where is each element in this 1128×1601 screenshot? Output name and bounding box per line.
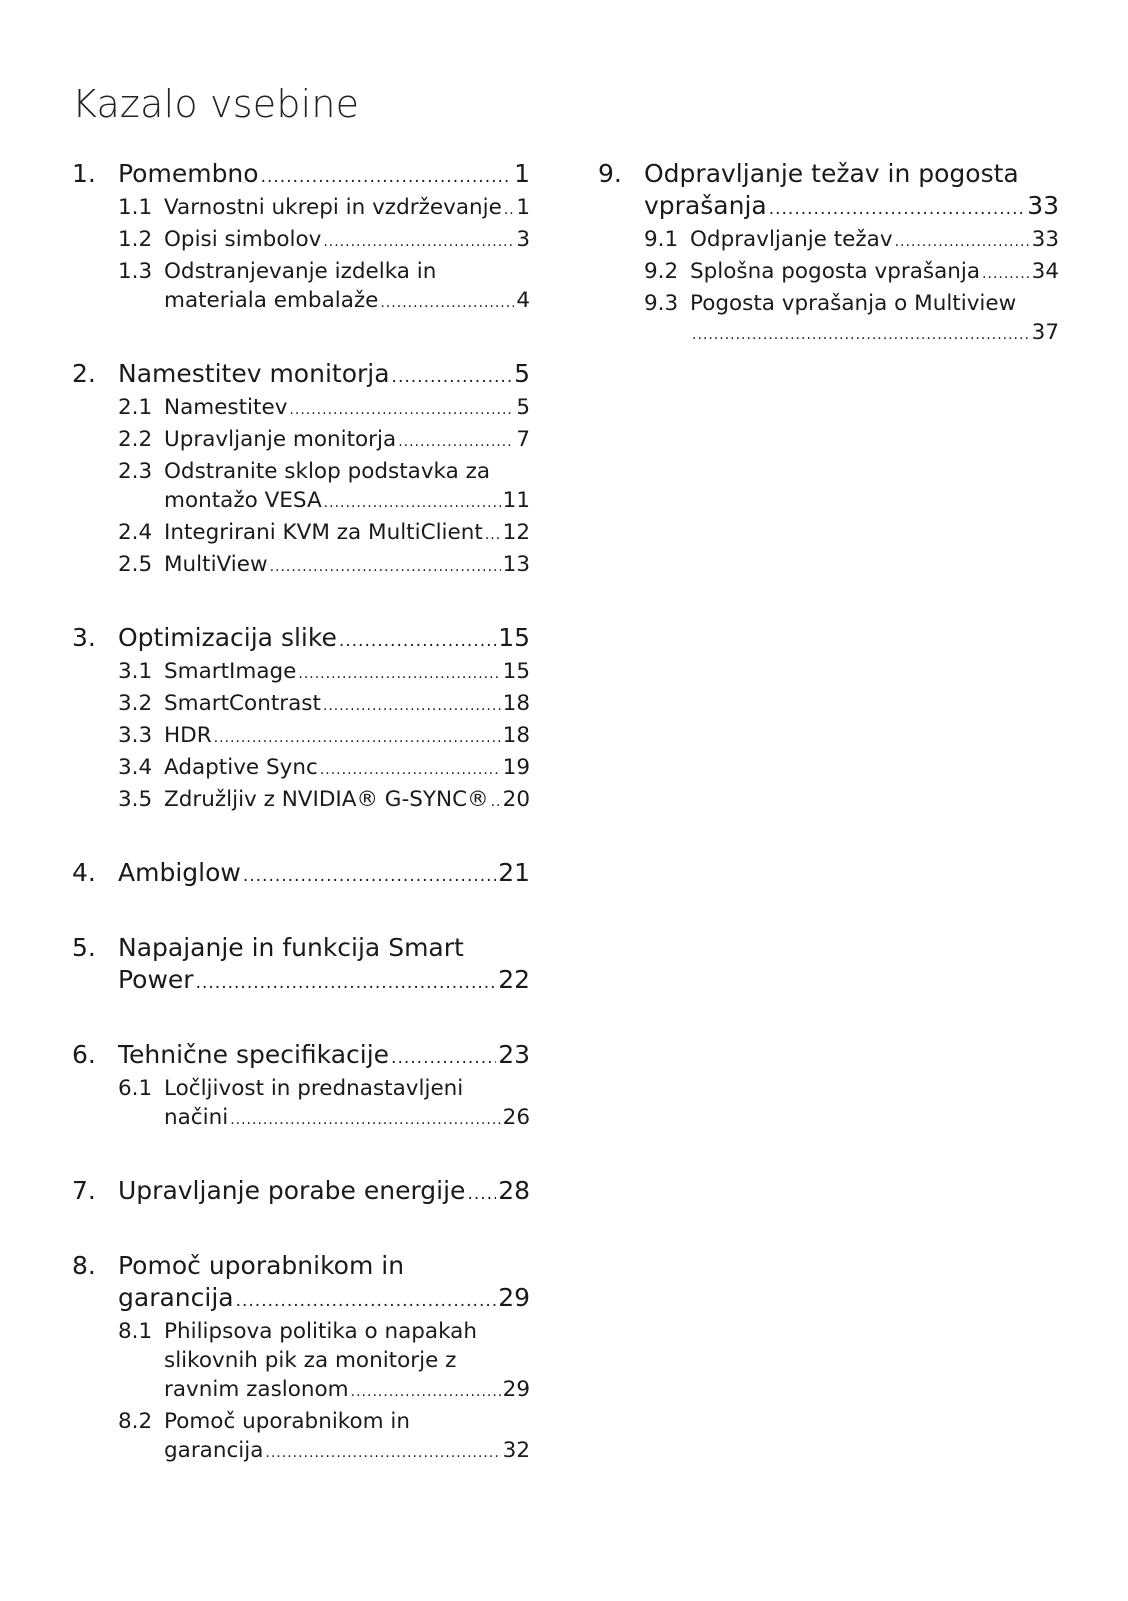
page-number[interactable]: 5	[514, 359, 530, 388]
entry-line	[118, 932, 530, 964]
entry-line	[118, 964, 530, 999]
entry-body	[690, 225, 1059, 257]
page-number[interactable]: 37	[1031, 320, 1059, 345]
page-number[interactable]: 18	[502, 723, 530, 748]
entry-body	[690, 289, 1059, 350]
toc-section-entry[interactable]	[72, 932, 530, 999]
entry-line	[164, 689, 530, 721]
dot-leader	[769, 193, 1025, 225]
entry-body	[118, 1175, 530, 1210]
dot-leader	[196, 967, 497, 999]
subsection-number: 2.3	[118, 459, 153, 484]
entry-body	[118, 358, 530, 393]
subsection-number: 3.3	[118, 723, 153, 748]
entry-title: Ločljivost in prednastavljeni	[164, 1076, 464, 1101]
subsection-number: 1.2	[118, 227, 153, 252]
entry-body	[164, 1317, 530, 1407]
entry-line	[164, 1436, 530, 1468]
entry-line	[164, 785, 530, 817]
dot-leader	[391, 1042, 496, 1074]
page-number[interactable]: 26	[502, 1105, 530, 1130]
toc-column-left	[72, 158, 530, 1508]
entry-body	[164, 518, 530, 550]
entry-line	[164, 1407, 530, 1436]
toc-section	[72, 158, 530, 318]
toc-section	[72, 358, 530, 582]
entry-body	[164, 689, 530, 721]
page-number[interactable]: 22	[498, 965, 530, 994]
subsection-number: 3.2	[118, 691, 153, 716]
toc-section-entry[interactable]	[72, 622, 530, 657]
toc-subsection-entry[interactable]	[72, 1407, 530, 1468]
toc-subsection-entry[interactable]	[72, 1317, 530, 1407]
section-number: 9.	[598, 159, 622, 188]
entry-line	[164, 753, 530, 785]
page-title: Kazalo vsebine	[72, 82, 360, 126]
toc-subsection-entry[interactable]	[72, 257, 530, 318]
toc-section-entry[interactable]	[72, 358, 530, 393]
page-number[interactable]: 12	[502, 520, 530, 545]
entry-title: Ambiglow	[118, 858, 241, 887]
page-number[interactable]: 28	[498, 1176, 530, 1205]
entry-title: Pogosta vprašanja o Multiview	[690, 291, 1017, 316]
toc-section	[72, 1250, 530, 1468]
section-number: 3.	[72, 623, 96, 652]
entry-title: Optimizacija slike	[118, 623, 337, 652]
entry-title: Odstranite sklop podstavka za	[164, 459, 491, 484]
entry-line	[164, 1317, 530, 1346]
page-number[interactable]: 1	[514, 159, 530, 188]
dot-leader	[485, 521, 501, 550]
entry-title: Opisi simbolov	[164, 227, 322, 252]
toc-section-entry[interactable]	[72, 857, 530, 892]
entry-title: vprašanja	[644, 191, 767, 220]
entry-title: Tehnične specifikacije	[118, 1040, 390, 1069]
page-number[interactable]: 33	[1027, 191, 1059, 220]
entry-line	[118, 857, 530, 892]
dot-leader	[265, 1439, 500, 1468]
dot-leader	[323, 692, 501, 721]
entry-title: garancija	[118, 1283, 234, 1312]
subsection-number: 8.1	[118, 1319, 153, 1344]
toc-section-entry[interactable]	[72, 1039, 530, 1074]
dot-leader	[261, 161, 513, 193]
dot-leader	[298, 660, 500, 689]
entry-line	[164, 486, 530, 518]
page-number[interactable]: 29	[498, 1283, 530, 1312]
toc-subsection-entry[interactable]	[72, 550, 530, 582]
entry-body	[118, 1250, 530, 1317]
entry-body	[118, 158, 530, 193]
page-number[interactable]: 23	[498, 1040, 530, 1069]
subsection-number: 8.2	[118, 1409, 153, 1434]
entry-line	[690, 289, 1059, 318]
section-number: 7.	[72, 1176, 96, 1205]
entry-title: MultiView	[164, 552, 268, 577]
toc-subsection-entry[interactable]	[598, 257, 1059, 289]
entry-title: Splošna pogosta vprašanja	[690, 259, 981, 284]
toc-subsection-entry[interactable]	[72, 193, 530, 225]
dot-leader	[504, 196, 514, 225]
entry-title: Philipsova politika o napakah	[164, 1319, 477, 1344]
entry-line	[164, 1346, 530, 1375]
entry-body	[164, 257, 530, 318]
entry-body	[118, 932, 530, 999]
page-number[interactable]: 13	[502, 552, 530, 577]
toc-subsection-entry[interactable]	[72, 1074, 530, 1135]
subsection-number: 3.5	[118, 787, 153, 812]
entry-line	[164, 721, 530, 753]
section-number: 6.	[72, 1040, 96, 1069]
page-number[interactable]: 7	[516, 427, 530, 452]
entry-body	[164, 225, 530, 257]
page-number[interactable]: 34	[1031, 259, 1059, 284]
entry-line	[164, 286, 530, 318]
page-number[interactable]: 19	[502, 755, 530, 780]
entry-body	[690, 257, 1059, 289]
toc-section-entry[interactable]	[598, 158, 1059, 225]
entry-line	[164, 518, 530, 550]
entry-line	[164, 457, 530, 486]
entry-title: Odpravljanje težav	[690, 227, 893, 252]
entry-line	[164, 1375, 530, 1407]
entry-title: Pomoč uporabnikom in	[118, 1251, 405, 1280]
dot-leader	[236, 1285, 497, 1317]
entry-body	[118, 622, 530, 657]
dot-leader	[380, 289, 514, 318]
entry-title: Upravljanje monitorja	[164, 427, 397, 452]
subsection-number: 3.1	[118, 659, 153, 684]
page-number[interactable]: 21	[498, 858, 530, 887]
entry-title: Odstranjevanje izdelka in	[164, 259, 437, 284]
entry-line	[164, 393, 530, 425]
entry-line	[118, 1282, 530, 1317]
entry-title: SmartImage	[164, 659, 297, 684]
toc-subsection-entry[interactable]	[598, 225, 1059, 257]
page-number[interactable]: 4	[516, 288, 530, 313]
entry-line	[164, 425, 530, 457]
subsection-number: 1.3	[118, 259, 153, 284]
entry-line	[118, 622, 530, 657]
entry-title: Adaptive Sync	[164, 755, 318, 780]
entry-line	[690, 318, 1059, 350]
entry-line	[118, 158, 530, 193]
toc-section-entry[interactable]	[72, 158, 530, 193]
entry-line	[164, 1074, 530, 1103]
page-number[interactable]: 11	[502, 488, 530, 513]
entry-title: Odpravljanje težav in pogosta	[644, 159, 1019, 188]
entry-line	[644, 158, 1059, 190]
entry-title: Integrirani KVM za MultiClient	[164, 520, 483, 545]
entry-line	[164, 1103, 530, 1135]
dot-leader	[491, 788, 501, 817]
entry-body	[164, 425, 530, 457]
entry-title: Združljiv z NVIDIA® G-SYNC®	[164, 787, 489, 812]
entry-title: Namestitev	[164, 395, 288, 420]
entry-body	[164, 721, 530, 753]
toc-section	[72, 1039, 530, 1135]
entry-line	[164, 193, 530, 225]
entry-line	[644, 190, 1059, 225]
dot-leader	[289, 396, 514, 425]
toc-section	[72, 857, 530, 892]
toc-section-entry[interactable]	[72, 1175, 530, 1210]
entry-title: SmartContrast	[164, 691, 321, 716]
entry-line	[118, 1039, 530, 1074]
entry-line	[164, 225, 530, 257]
subsection-number: 3.4	[118, 755, 153, 780]
entry-title: garancija	[164, 1438, 264, 1463]
entry-title: Power	[118, 965, 194, 994]
dot-leader	[339, 625, 496, 657]
toc-subsection-entry[interactable]	[72, 657, 530, 689]
dot-leader	[692, 321, 1030, 350]
entry-line	[164, 550, 530, 582]
page-number[interactable]: 15	[498, 623, 530, 652]
toc-subsection-entry[interactable]	[72, 753, 530, 785]
page-number[interactable]: 29	[502, 1377, 530, 1402]
entry-title: materiala embalaže	[164, 288, 379, 313]
subsection-number: 9.3	[644, 291, 679, 316]
toc-column-right	[598, 158, 1059, 390]
toc-subsection-entry[interactable]	[72, 425, 530, 457]
page-number[interactable]: 20	[502, 787, 530, 812]
subsection-number: 9.2	[644, 259, 679, 284]
dot-leader	[270, 553, 501, 582]
entry-title: ravnim zaslonom	[164, 1377, 349, 1402]
dot-leader	[392, 361, 513, 393]
dot-leader	[230, 1106, 500, 1135]
toc-section	[598, 158, 1059, 350]
section-number: 2.	[72, 359, 96, 388]
entry-body	[644, 158, 1059, 225]
toc-subsection-entry[interactable]	[598, 289, 1059, 350]
entry-title: montažo VESA	[164, 488, 322, 513]
toc-subsection-entry[interactable]	[72, 518, 530, 550]
toc-section	[72, 932, 530, 999]
dot-leader	[323, 228, 514, 257]
dot-leader	[467, 1178, 496, 1210]
entry-body	[164, 393, 530, 425]
entry-body	[118, 1039, 530, 1074]
entry-line	[164, 657, 530, 689]
entry-line	[690, 225, 1059, 257]
entry-title: Namestitev monitorja	[118, 359, 390, 388]
page-number[interactable]: 1	[516, 195, 530, 220]
dot-leader	[982, 260, 1030, 289]
dot-leader	[351, 1378, 501, 1407]
subsection-number: 2.1	[118, 395, 153, 420]
entry-title: slikovnih pik za monitorje z	[164, 1348, 457, 1373]
entry-title: HDR	[164, 723, 212, 748]
entry-body	[164, 1407, 530, 1468]
entry-body	[164, 785, 530, 817]
dot-leader	[324, 489, 501, 518]
toc-subsection-entry[interactable]	[72, 721, 530, 753]
entry-body	[164, 1074, 530, 1135]
dot-leader	[398, 428, 514, 457]
entry-line	[164, 257, 530, 286]
entry-body	[164, 550, 530, 582]
toc-subsection-entry[interactable]	[72, 785, 530, 817]
page-number[interactable]: 5	[516, 395, 530, 420]
toc-subsection-entry[interactable]	[72, 457, 530, 518]
entry-title: Varnostni ukrepi in vzdrževanje	[164, 195, 502, 220]
entry-title: Upravljanje porabe energije	[118, 1176, 466, 1205]
dot-leader	[895, 228, 1030, 257]
entry-line	[118, 1250, 530, 1282]
section-number: 1.	[72, 159, 96, 188]
toc-subsection-entry[interactable]	[72, 225, 530, 257]
entry-body	[164, 753, 530, 785]
section-number: 8.	[72, 1251, 96, 1280]
subsection-number: 6.1	[118, 1076, 153, 1101]
page-number[interactable]: 33	[1031, 227, 1059, 252]
entry-body	[164, 193, 530, 225]
entry-body	[164, 457, 530, 518]
subsection-number: 9.1	[644, 227, 679, 252]
section-number: 4.	[72, 858, 96, 887]
entry-line	[118, 1175, 530, 1210]
page-number[interactable]: 18	[502, 691, 530, 716]
page-number[interactable]: 32	[502, 1438, 530, 1463]
toc-subsection-entry[interactable]	[72, 689, 530, 721]
subsection-number: 2.2	[118, 427, 153, 452]
entry-title: Napajanje in funkcija Smart	[118, 933, 464, 962]
entry-title: Pomoč uporabnikom in	[164, 1409, 411, 1434]
entry-body	[164, 657, 530, 689]
entry-line	[690, 257, 1059, 289]
subsection-number: 2.4	[118, 520, 153, 545]
toc-subsection-entry[interactable]	[72, 393, 530, 425]
toc-section	[72, 1175, 530, 1210]
toc-section	[72, 622, 530, 817]
section-number: 5.	[72, 933, 96, 962]
entry-body	[118, 857, 530, 892]
dot-leader	[214, 724, 501, 753]
page-number[interactable]: 3	[516, 227, 530, 252]
dot-leader	[243, 860, 496, 892]
subsection-number: 2.5	[118, 552, 153, 577]
entry-line	[118, 358, 530, 393]
dot-leader	[320, 756, 501, 785]
entry-title: Pomembno	[118, 159, 259, 188]
subsection-number: 1.1	[118, 195, 153, 220]
toc-section-entry[interactable]	[72, 1250, 530, 1317]
entry-title: načini	[164, 1105, 229, 1130]
page-number[interactable]: 15	[502, 659, 530, 684]
